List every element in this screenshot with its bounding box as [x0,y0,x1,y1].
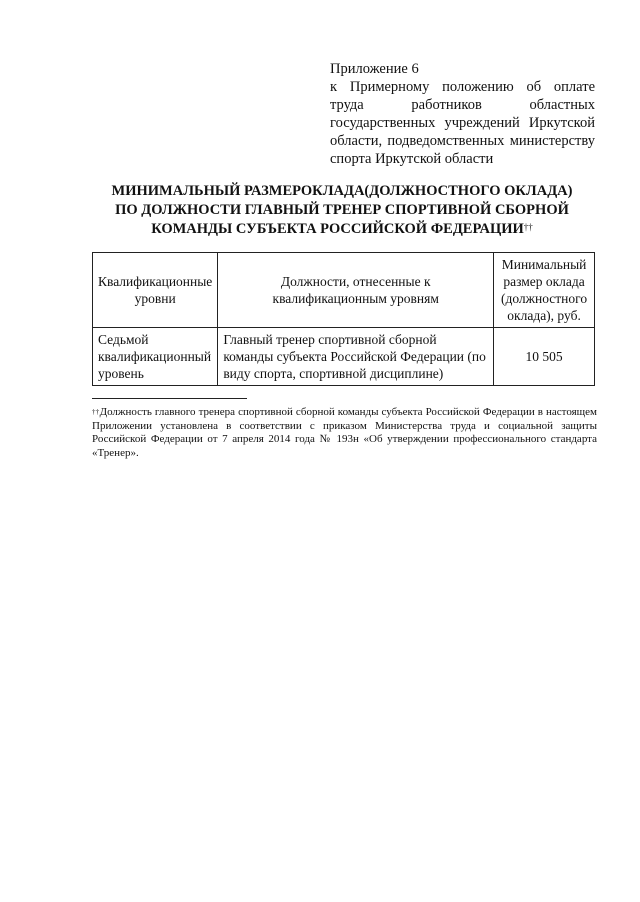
table-header-row [93,253,595,328]
salary-table [92,252,595,386]
footnote [92,406,597,460]
appendix-number: Приложение 6 [330,61,419,77]
title-line-2: ПО ДОЛЖНОСТИ ГЛАВНЫЙ ТРЕНЕР СПОРТИВНОЙ СБОРНОЙ [115,202,569,218]
title-line-3 [92,220,592,239]
table-row [93,328,595,386]
cell-position: Главный тренер спортивной сборной команды субъекта Российской Федерации (по виду спорта, спортивной дисциплине) [218,328,494,386]
footnote-separator [92,398,247,399]
appendix-reference: к Примерному положению об оплате труда работников областных государственных учреждений Иркутской области, подведомственных министерству спорта Иркутской области [330,79,595,167]
title-footnote-mark: †† [523,222,533,232]
title-line-3-text: КОМАНДЫ СУБЪЕКТА РОССИЙСКОЙ ФЕДЕРАЦИИ [151,221,524,237]
document-title [92,182,592,239]
title-line-1: МИНИМАЛЬНЫЙ РАЗМЕРОКЛАДА(ДОЛЖНОСТНОГО ОКЛАДА) [111,183,573,199]
cell-salary: 10 505 [494,328,595,386]
header-qualification-levels: Квалификационные уровни [93,253,218,328]
cell-qualification-level: Седьмой квалификационный уровень [93,328,218,386]
appendix-block [330,60,595,168]
footnote-text: Должность главного тренера спортивной сборной команды субъекта Российской Федерации в настоящем Приложении установлена в соответствии с приказом Министерства труда и социальной защиты Российской Федерации от 7 апреля 2014 года № 193н «Об утверждении профессионального стандарта «Тренер». [92,406,597,459]
header-positions: Должности, отнесенные к квалификационным уровням [218,253,494,328]
footnote-mark: †† [92,408,100,416]
header-minimum-salary: Минимальный размер оклада (должностного оклада), руб. [494,253,595,328]
